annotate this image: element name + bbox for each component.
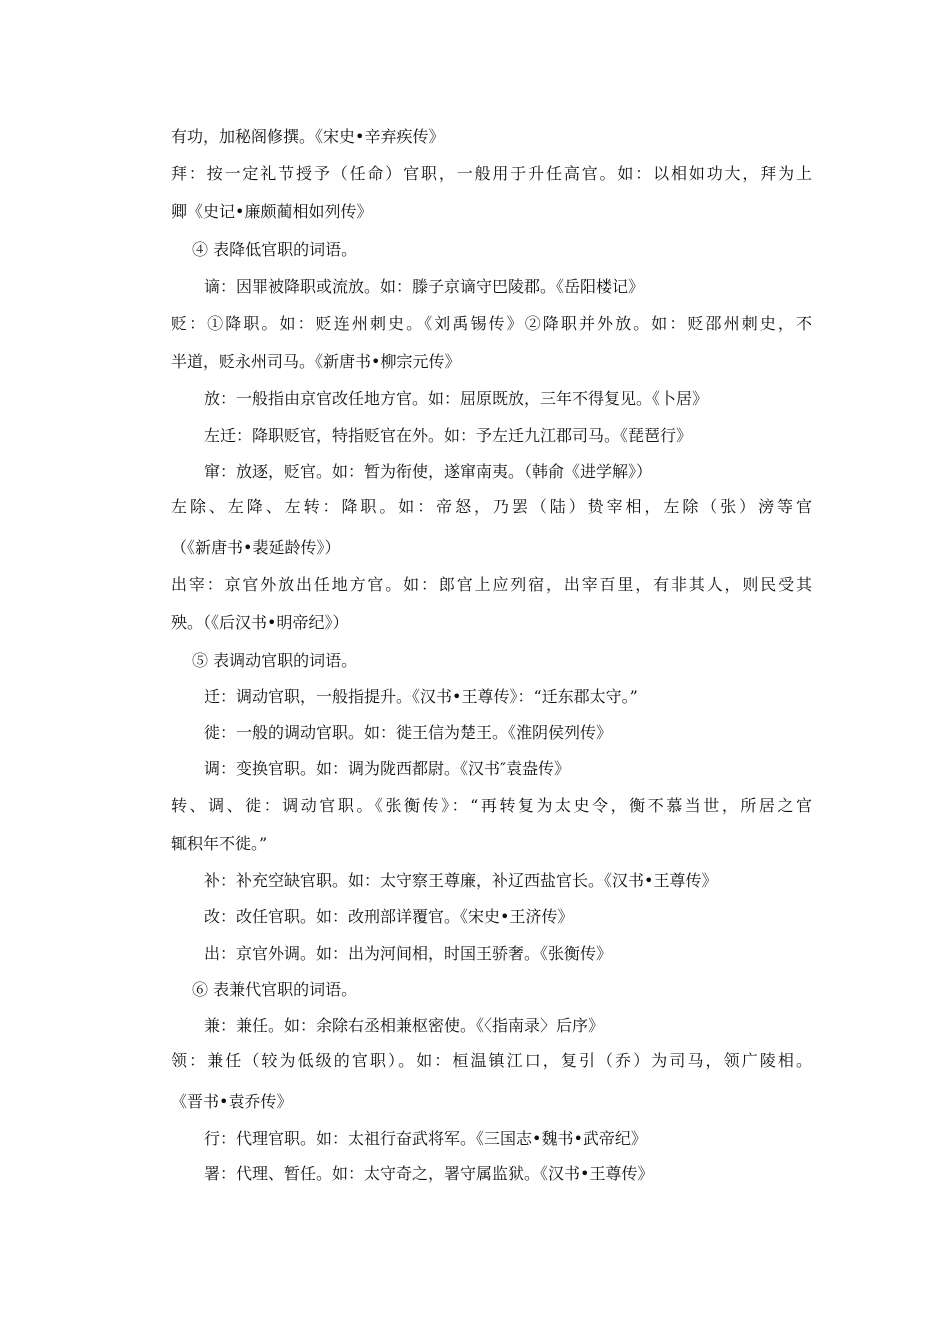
text-line: 放：一般指由京官改任地方官。如：屈原既放，三年不得复见。《卜居》 [204,389,709,408]
text-line: 半道，贬永州司马。《新唐书•柳宗元传》 [171,352,461,371]
text-line: 谪：因罪被降职或流放。如：滕子京谪守巴陵郡。《岳阳楼记》 [204,277,645,296]
text-line: （《新唐书•裴延龄传》） [171,538,341,557]
text-line: 出：京官外调。如：出为河间相，时国王骄奢。《张衡传》 [204,944,613,963]
text-line: 徙：一般的调动官职。如：徙王信为楚王。《淮阴侯列传》 [204,723,613,742]
text-line: 拜：按一定礼节授予（任命）官职，一般用于升任高官。如：以相如功大，拜为上 [171,164,812,183]
section-heading: ⑥ 表兼代官职的词语。 [192,980,358,999]
text-line: 领：兼任（较为低级的官职）。如：桓温镇江口，复引（乔）为司马，领广陵相。 [171,1051,812,1070]
text-line: 补：补充空缺官职。如：太守察王尊廉，补辽西盐官长。《汉书•王尊传》 [204,871,718,890]
text-line: 署：代理、暂任。如：太守奇之，署守属监狱。《汉书•王尊传》 [204,1164,654,1183]
section-heading: ⑤ 表调动官职的词语。 [192,651,358,670]
text-line: 改：改任官职。如：改刑部详覆官。《宋史•王济传》 [204,907,574,926]
text-line: 贬：①降职。如：贬连州刺史。《刘禹锡传》②降职并外放。如：贬邵州刺史，不 [171,314,812,333]
text-line: 左除、左降、左转：降职。如：帝怒，乃罢（陆）贽宰相，左除（张）滂等官 [171,497,812,516]
text-line: 转、调、徙：调动官职。《张衡传》：“再转复为太史令，衡不慕当世，所居之官 [171,796,812,815]
text-line: 调：变换官职。如：调为陇西都尉。《汉书″袁盎传》 [204,759,570,778]
text-line: 有功，加秘阁修撰。《宋史•辛弃疾传》 [171,127,445,146]
text-line: 兼：兼任。如：余除右丞相兼枢密使。《〈指南录〉后序》 [204,1016,605,1035]
text-line: 出宰：京官外放出任地方官。如：郎官上应列宿，出宰百里，有非其人，则民受其 [171,575,812,594]
section-heading: ④ 表降低官职的词语。 [192,240,358,259]
text-line: 辄积年不徙。” [171,834,268,853]
text-line: 《晋书•袁乔传》 [171,1092,293,1111]
text-line: 行：代理官职。如：太祖行奋武将军。《三国志•魏书•武帝纪》 [204,1129,647,1148]
text-line: 卿《史记•廉颇蔺相如列传》 [171,202,373,221]
text-line: 殃。（《后汉书•明帝纪》） [171,613,349,632]
text-line: 窜：放逐，贬官。如：暂为衔使，遂窜南夷。（韩俞《进学解》） [204,462,653,481]
text-line: 迁：调动官职，一般指提升。《汉书•王尊传》：“迁东郡太守。” [204,687,638,706]
text-line: 左迁：降职贬官，特指贬官在外。如：予左迁九江郡司马。《琵琶行》 [204,426,693,445]
